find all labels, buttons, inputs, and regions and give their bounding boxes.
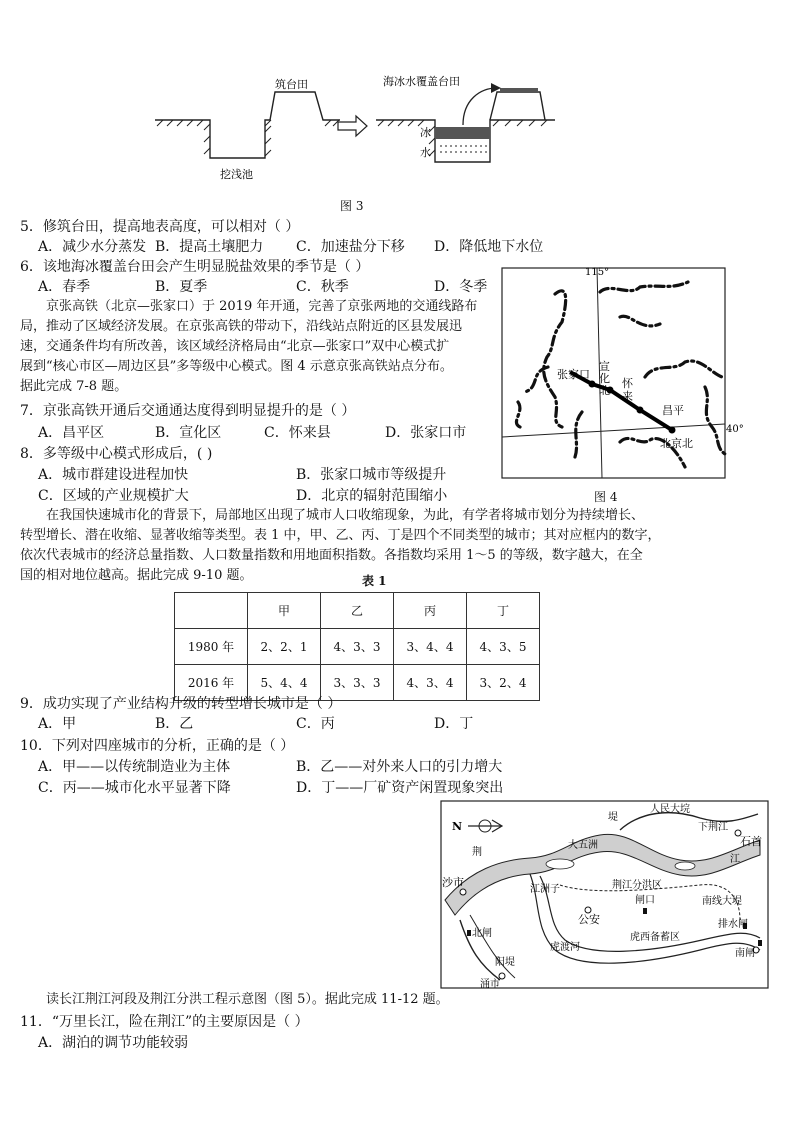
- passage-7-8-line: 展到“核心市区—周边区县”多等级中心模式。图 4 示意京张高铁站点分布。: [20, 359, 453, 374]
- figure-4-map: [500, 262, 744, 482]
- fig5-nanzha: 南闸: [735, 948, 755, 959]
- q7-option-d[interactable]: D．张家口市: [385, 425, 467, 441]
- fig5-hudu2: 虎西备蓄区: [630, 932, 680, 943]
- q7-option-c[interactable]: C．怀来县: [264, 425, 331, 441]
- q11-option-a[interactable]: A．湖泊的调节功能较弱: [38, 1035, 189, 1051]
- table-cell: 3、2、4: [467, 665, 540, 701]
- table-row: [175, 629, 540, 665]
- q7-option-a[interactable]: A．昌平区: [38, 425, 105, 441]
- q5-option-b[interactable]: B．提高土壤肥力: [155, 239, 264, 255]
- fig4-longitude: 115°: [585, 267, 610, 278]
- fig5-jiang: 江: [730, 854, 740, 865]
- fig5-north: N: [452, 820, 463, 833]
- q6-option-b[interactable]: B．夏季: [155, 279, 208, 295]
- fig3-label-water: 水: [420, 146, 431, 159]
- table-cell: 2、2、1: [248, 629, 321, 665]
- passage-9-10-line: 在我国快速城市化的背景下，局部地区出现了城市人口收缩现象，为此，有学者将城市划分为持续增长、: [46, 508, 645, 523]
- fig5-yushi: 涌市: [480, 979, 500, 990]
- q9-option-d[interactable]: D．丁: [434, 716, 474, 732]
- q5-option-d[interactable]: D．降低地下水位: [434, 239, 544, 255]
- q5-option-a[interactable]: A．减少水分蒸发: [38, 239, 147, 255]
- table-cell: 3、3、3: [321, 665, 394, 701]
- q10-option-a[interactable]: A．甲——以传统制造业为主体: [38, 759, 231, 775]
- passage-9-10-line: 国的相对地位越高。据此完成 9-10 题。: [20, 568, 253, 583]
- q6-option-c[interactable]: C．秋季: [296, 279, 349, 295]
- q9-option-c[interactable]: C．丙: [296, 716, 335, 732]
- q10-option-d[interactable]: D．丁——厂矿资产闲置现象突出: [296, 780, 504, 796]
- table-header-cell: 丁: [467, 593, 540, 629]
- q8-option-c[interactable]: C．区域的产业规模扩大: [38, 488, 189, 504]
- fig4-station-xhb-1: 宣: [599, 360, 610, 373]
- table-cell: 4、3、4: [394, 665, 467, 701]
- figure-5-map: [440, 800, 770, 990]
- fig5-shashi: 沙市: [442, 876, 464, 889]
- table-cell: 1980 年: [175, 629, 248, 665]
- passage-7-8-line: 速，交通条件均有所改善，该区域经济格局由“北京—张家口”双中心模式扩: [20, 339, 450, 354]
- q8-stem: 8．多等级中心模式形成后，( ): [20, 446, 213, 462]
- table-header-cell: 丙: [394, 593, 467, 629]
- table-header-cell: 乙: [321, 593, 394, 629]
- passage-9-10-line: 依次代表城市的经济总量指数、人口数量指数和用地面积指数。各指数均采用 1～5 的等级，数字越大，在全: [20, 548, 643, 563]
- fig5-xiajing: 下荆江: [698, 822, 728, 833]
- q6-option-a[interactable]: A．春季: [38, 279, 91, 295]
- fig5-hudu: 虎渡河: [550, 942, 580, 953]
- fig3-caption: 图 3: [340, 199, 364, 213]
- passage-11-12: 读长江荆江河段及荆江分洪工程示意图（图 5）。据此完成 11-12 题。: [46, 992, 449, 1007]
- fig5-paishuizha: 排水闸: [718, 919, 748, 930]
- fig4-station-changping: 昌平: [662, 404, 684, 417]
- q7-stem: 7．京张高铁开通后交通通达度得到明显提升的是（ ）: [20, 403, 356, 419]
- fig5-dawuzhou: 大五洲: [568, 840, 598, 851]
- table-header-cell: 甲: [248, 593, 321, 629]
- fig4-station-huailai-1: 怀: [622, 377, 633, 390]
- q10-stem: 10．下列对四座城市的分析，正确的是（ ）: [20, 738, 295, 754]
- fig5-shishou: 石首: [740, 835, 762, 848]
- q10-option-b[interactable]: B．乙——对外来人口的引力增大: [296, 759, 503, 775]
- fig4-station-huailai-2: 来: [622, 390, 633, 403]
- q8-option-a[interactable]: A．城市群建设进程加快: [38, 467, 189, 483]
- fig5-gongan: 公安: [578, 913, 600, 926]
- fig3-label-cover: 海冰水覆盖台田: [383, 75, 460, 88]
- table-header-cell: [175, 593, 248, 629]
- fig5-nanxian: 南线大堤: [702, 896, 742, 907]
- passage-7-8: [20, 297, 500, 397]
- fig5-di: 堤: [608, 812, 618, 823]
- fig3-label-build: 筑台田: [275, 78, 308, 91]
- passage-7-8-line: 据此完成 7-8 题。: [20, 379, 128, 394]
- fig5-beizha: 北闸: [472, 928, 492, 939]
- q9-stem: 9．成功实现了产业结构升级的转型增长城市是（ ）: [20, 696, 342, 712]
- q8-option-b[interactable]: B．张家口城市等级提升: [296, 467, 447, 483]
- fig5-jing: 荆: [472, 847, 482, 858]
- table-cell: 4、3、5: [467, 629, 540, 665]
- fig3-label-pit: 挖浅池: [220, 168, 253, 181]
- figure-3-diagram: [145, 70, 565, 185]
- table-cell: 4、3、3: [321, 629, 394, 665]
- fig5-renmin: 人民大垸: [650, 804, 690, 815]
- passage-7-8-line: 局，推动了区域经济发展。在京张高铁的带动下，沿线站点附近的区县发展迅: [20, 319, 463, 334]
- fig5-fenhongqu: 荆江分洪区: [612, 880, 662, 891]
- table-header-row: [175, 593, 540, 629]
- q5-stem: 5．修筑台田，提高地表高度，可以相对（ ）: [20, 219, 300, 235]
- q8-option-d[interactable]: D．北京的辐射范围缩小: [296, 488, 448, 504]
- fig4-station-xhb-3: 北: [599, 384, 610, 397]
- table-cell: 2016 年: [175, 665, 248, 701]
- fig5-jiangzhou: 江洲子: [530, 884, 560, 895]
- fig4-station-beijingbei: 北京北: [660, 437, 693, 450]
- q5-option-c[interactable]: C．加速盐分下移: [296, 239, 405, 255]
- fig3-label-ice: 冰: [420, 126, 431, 139]
- fig4-caption: 图 4: [594, 490, 618, 504]
- passage-7-8-line: 京张高铁（北京—张家口）于 2019 年开通，完善了京张两地的交通线路布: [46, 299, 478, 314]
- q7-option-b[interactable]: B．宣化区: [155, 425, 222, 441]
- q10-option-c[interactable]: C．丙——城市化水平显著下降: [38, 780, 231, 796]
- table-1: [174, 592, 540, 701]
- passage-9-10-line: 转型增长、潜在收缩、显著收缩等类型。表 1 中，甲、乙、丙、丁是四个不同类型的城市；其对应框内的数字，: [20, 528, 661, 543]
- table-cell: 3、4、4: [394, 629, 467, 665]
- q9-option-b[interactable]: B．乙: [155, 716, 194, 732]
- q9-option-a[interactable]: A．甲: [38, 716, 77, 732]
- fig5-zhakou: 闸口: [635, 895, 655, 906]
- passage-9-10: [20, 506, 790, 586]
- fig4-latitude: 40°: [726, 424, 744, 435]
- table-cell: 5、4、4: [248, 665, 321, 701]
- q6-option-d[interactable]: D．冬季: [434, 279, 488, 295]
- fig4-station-xhb-2: 化: [599, 372, 610, 385]
- table1-caption: 表 1: [362, 574, 387, 588]
- q6-stem: 6．该地海冰覆盖台田会产生明显脱盐效果的季节是（ ）: [20, 259, 370, 275]
- q11-stem: 11．“万里长江，险在荆江”的主要原因是（ ）: [20, 1014, 309, 1030]
- fig5-tiyang: 阳堤: [495, 957, 515, 968]
- fig4-station-zhangjiakou: 张家口: [557, 368, 590, 381]
